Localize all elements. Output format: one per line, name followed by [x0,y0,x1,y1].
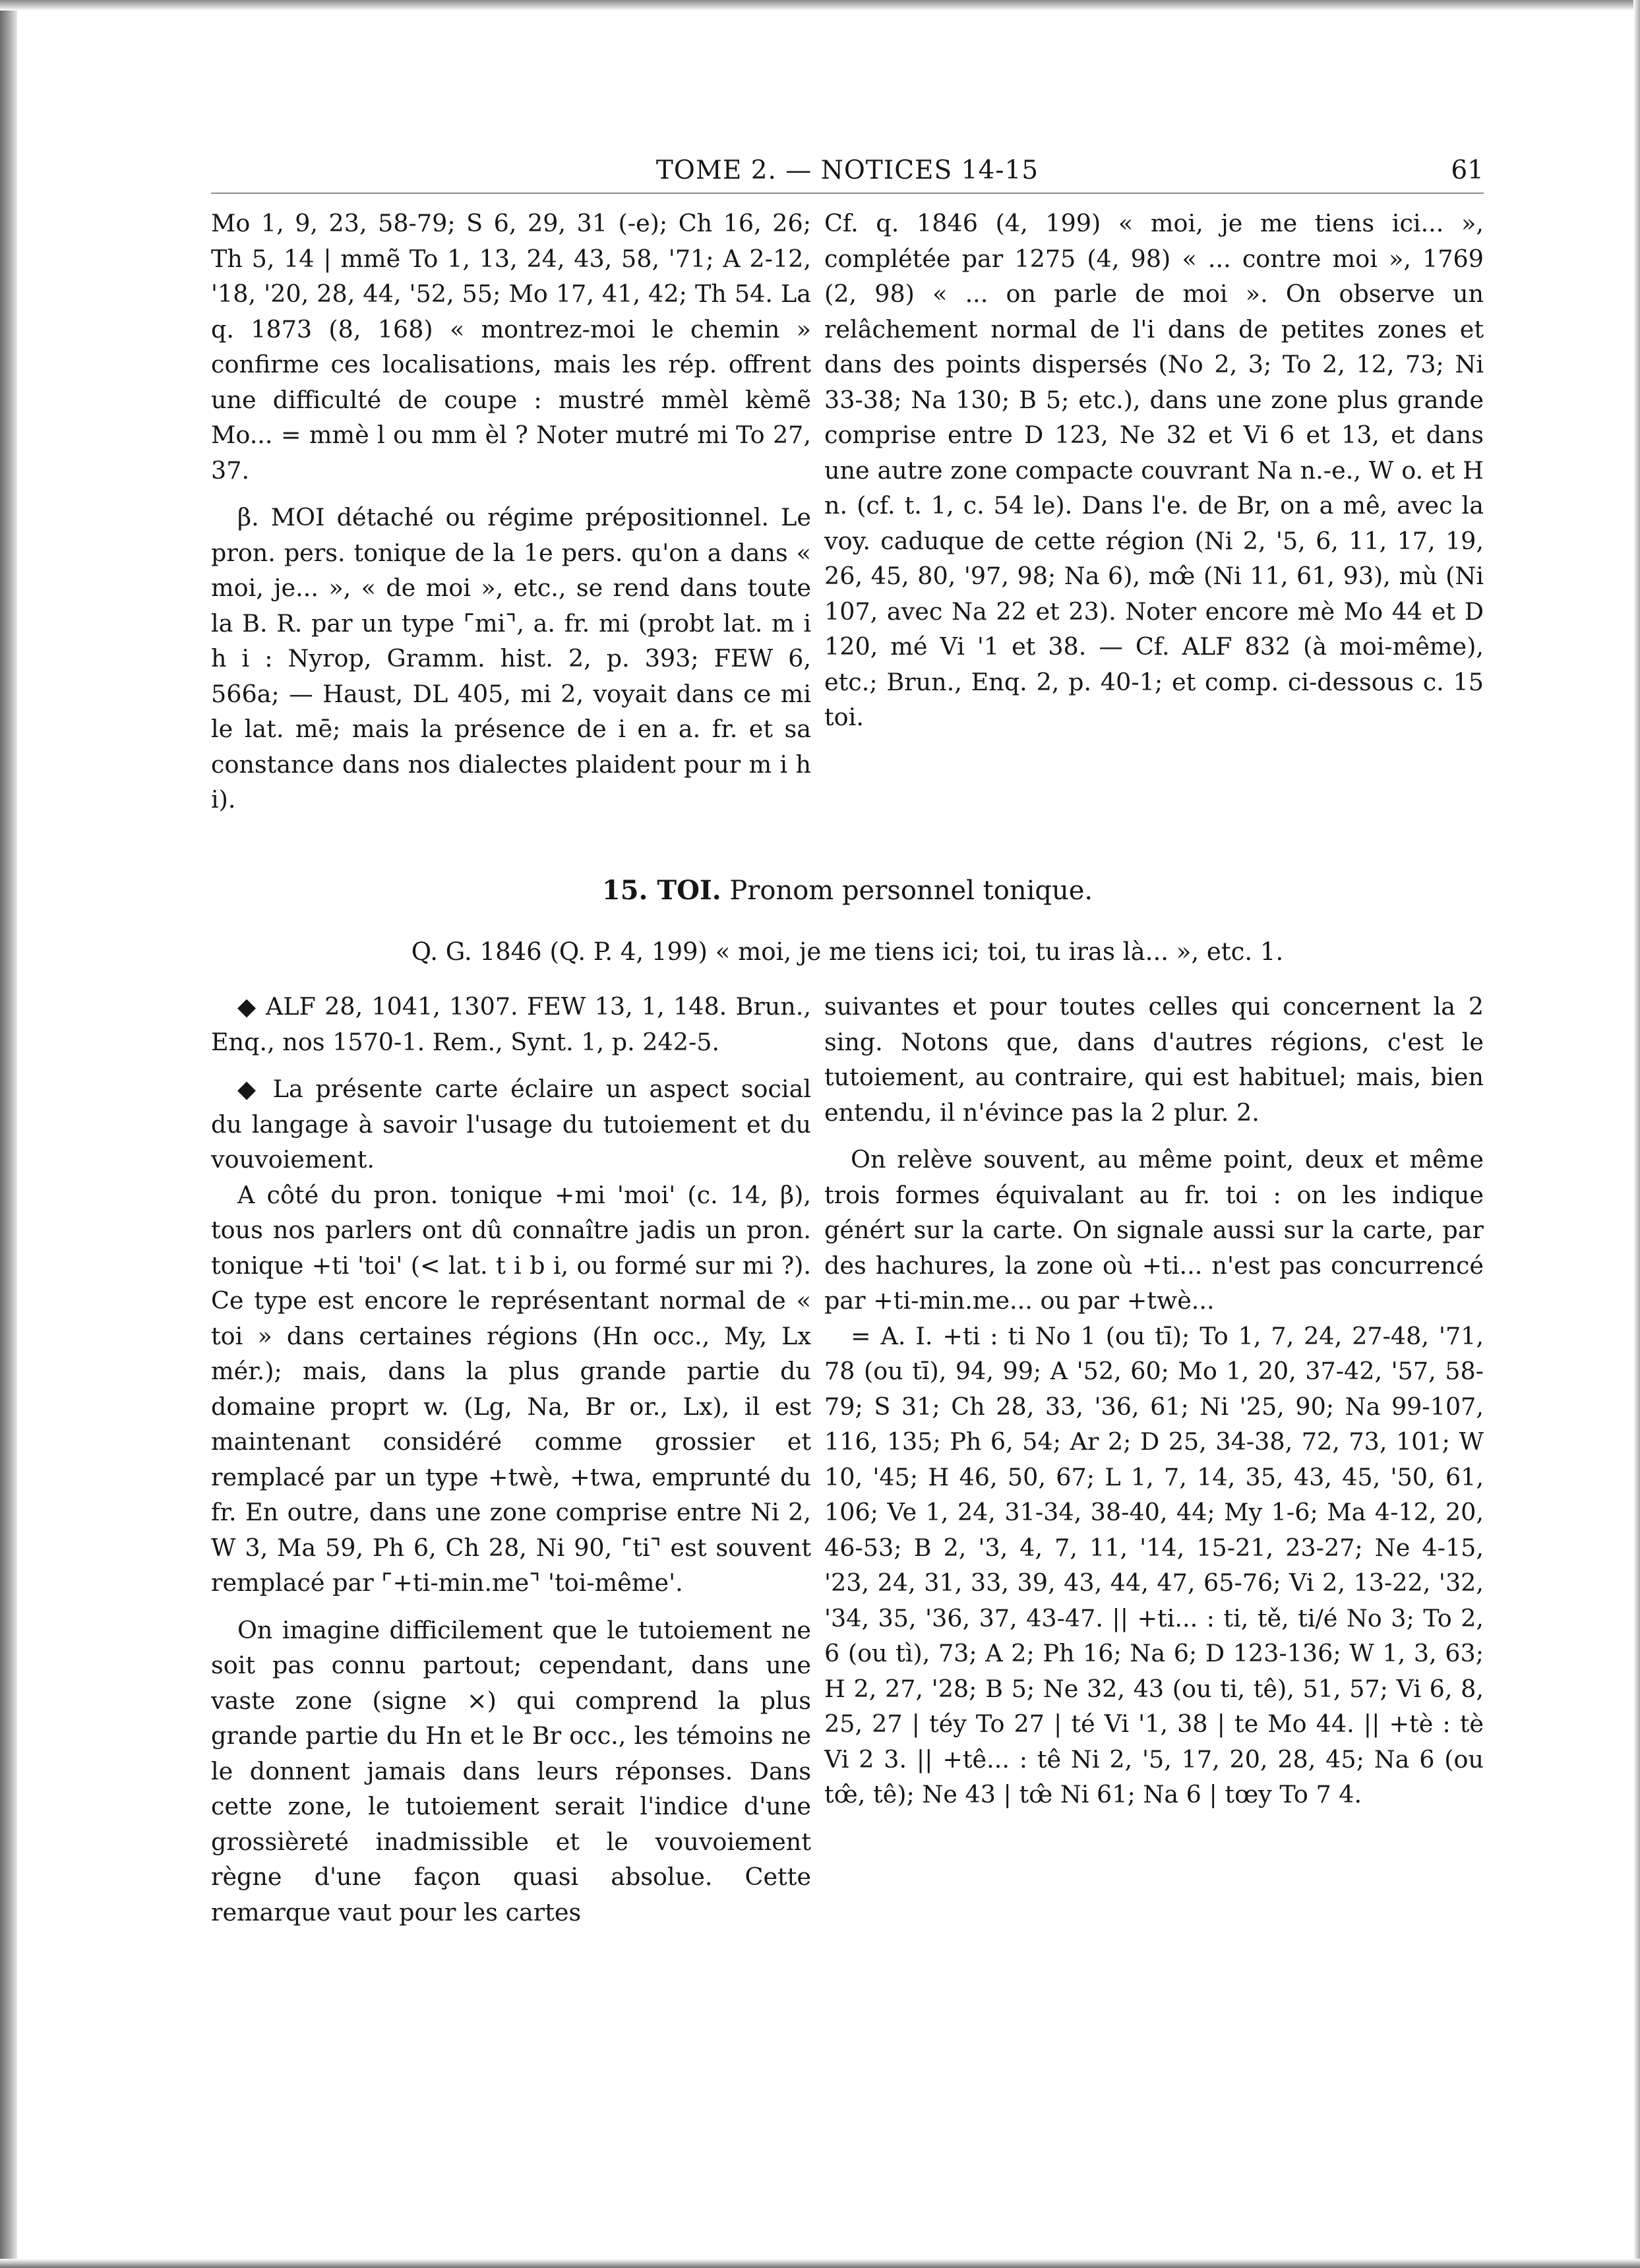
questionnaire-reference: Q. G. 1846 (Q. P. 4, 199) « moi, je me tiens ici; toi, tu iras là... », etc. 1. [411,938,1284,966]
top-left-column [211,206,811,818]
scan-shadow-bottom [0,2259,1640,2268]
scan-shadow-left [0,0,17,2268]
top-right-column [824,206,1484,735]
running-head-title: TOME 2. — NOTICES 14-15 [655,156,1039,185]
bibliography-paragraph: ◆ ALF 28, 1041, 1307. FEW 13, 1, 148. Brun., Enq., nos 1570-1. Rem., Synt. 1, p. 242-5. [211,992,811,1056]
notice-14-beta-paragraph: β. MOI détaché ou régime prépositionnel. Le pron. pers. tonique de la 1e pers. qu'on a dans « moi, je... », « de moi », etc., se rend dans toute la B. R. par un type ⌜mi⌝, a. fr. mi (probt lat. m i h i : Nyrop, Gramm. hist. 2, p. 393; FEW 6, 566a; — Haust, DL 405, mi 2, voyait dans ce mi le lat. mē; mais la présence de i en a. fr. et sa constance dans nos dialectes plaident pour m i h i). [211,503,811,814]
tutoiement-zone-paragraph: On imagine difficilement que le tutoiement ne soit pas connu partout; cependant, dans une vaste zone (signe ×) qui comprend la plus grande partie du Hn et le Br occ., les témoins ne le donnent jamais dans leurs réponses. Dans cette zone, le tutoiement serait l'indice d'une grossièreté inadmissible et le vouvoiement règne d'une façon quasi absolue. Cette remarque vaut pour les cartes [211,1615,811,1926]
section-number-title: 15. TOI. [601,875,721,906]
notice-14-text-paragraph: Mo 1, 9, 23, 58-79; S 6, 29, 31 (-e); Ch 16, 26; Th 5, 14 | mmẽ To 1, 13, 24, 43, 58, '71; A 2-12, '18, '20, 28, 44, '52, 55; Mo 17, 41, 42; Th 54. La q. 1873 (8, 168) « montrez-moi le chemin » confirme ces localisations, mais les rép. offrent une difficulté de coupe : mustré mmèl kèmẽ Mo... = mmè l ou mm èl ? Noter mutré mi To 27, 37. [211,209,811,485]
notice-14-comparison-paragraph: Cf. q. 1846 (4, 199) « moi, je me tiens ici... », complétée par 1275 (4, 98) « ... contre moi », 1769 (2, 98) « ... on parle de moi ». On observe un relâchement normal de l'i dans de petites zones et dans des points dispersés (No 2, 3; To 2, 12, 73; Ni 33-38; Na 130; B 5; etc.), dans une zone plus grande comprise entre D 123, Ne 32 et Vi 6 et 13, et dans une autre zone compacte couvrant Na n.-e., W o. et H n. (cf. t. 1, c. 54 le). Dans l'e. de Br, on a mê, avec la voy. caduque de cette région (Ni 2, '5, 6, 11, 17, 19, 26, 45, 80, '97, 98; Na 6), mœ̂ (Ni 11, 61, 93), mù (Ni 107, avec Na 22 et 23). Noter encore mè Mo 44 et D 120, mé Vi '1 et 38. — Cf. ALF 832 (à moi-même), etc.; Brun., Enq. 2, p. 40-1; et comp. ci-dessous c. 15 toi. [824,209,1484,731]
pronoun-history-paragraph: A côté du pron. tonique +mi 'moi' (c. 14, β), tous nos parlers ont dû connaître jadis un pron. tonique +ti 'toi' (< lat. t i b i, ou formé sur mi ?). Ce type est encore le représentant normal de « toi » dans certaines régions (Hn occ., My, Lx mér.); mais, dans la plus grande partie du domaine proprt w. (Lg, Na, Br or., Lx), il est maintenant considéré comme grossier et remplacé par un type +twè, +twa, emprunté du fr. En outre, dans une zone comprise entre Ni 2, W 3, Ma 59, Ph 6, Ch 28, Ni 90, ⌜ti⌝ est souvent remplacé par ⌜+ti-min.me⌝ 'toi-même'. [211,1180,811,1597]
header-rule [211,193,1484,194]
bottom-right-column [824,989,1484,1812]
scan-shadow-top [0,0,1640,11]
bottom-left-column [211,989,811,1930]
map-notation-paragraph: On relève souvent, au même point, deux et même trois formes équivalant au fr. toi : on les indique génért sur la carte. On signale aussi sur la carte, par des hachures, la zone où +ti... n'est pas concurrencé par +ti-min.me... ou par +twè... [824,1145,1484,1315]
running-head [211,156,1484,195]
regions-continuation-paragraph: suivantes et pour toutes celles qui concernent la 2 sing. Notons que, dans d'autres régions, c'est le tutoiement, au contraire, qui est habituel; mais, bien entendu, il n'évince pas la 2 plur. 2. [824,992,1484,1127]
section-heading [211,875,1484,906]
section-subtitle: Pronom personnel tonique. [729,876,1093,906]
forms-list-paragraph: = A. I. +ti : ti No 1 (ou tī); To 1, 7, 24, 27-48, '71, 78 (ou tī), 94, 99; A '52, 60; Mo 1, 20, 37-42, '57, 58-79; S 31; Ch 28, 33, '36, 61; Ni '25, 90; Na 99-107, 116, 135; Ph 6, 54; Ar 2; D 25, 34-38, 72, 73, 101; W 10, '45; H 46, 50, 67; L 1, 7, 14, 35, 43, 45, '50, 61, 106; Ve 1, 24, 31-34, 38-40, 44; My 1-6; Ma 4-12, 20, 46-53; B 2, '3, 4, 7, 11, '14, 15-21, 23-27; Ne 4-15, '23, 24, 31, 33, 39, 43, 44, 47, 65-76; Vi 2, 13-22, '32, '34, 35, '36, 37, 43-47. || +ti... : ti, tě, ti/é No 3; To 2, 6 (ou tì), 73; A 2; Ph 16; Na 6; D 123-136; W 1, 3, 63; H 2, 27, '28; B 5; Ne 32, 43 (ou ti, tê), 51, 57; Vi 6, 8, 25, 27 | téy To 27 | té Vi '1, 38 | te Mo 44. || +tè : tè Vi 2 3. || +tê... : tê Ni 2, '5, 17, 20, 28, 45; Na 6 (ou tœ̂, tê); Ne 43 | tœ̂ Ni 61; Na 6 | tœy To 7 4. [824,1321,1484,1808]
scan-shadow-right [1633,0,1640,2268]
intro-paragraph: ◆ La présente carte éclaire un aspect social du langage à savoir l'usage du tutoiement et du vouvoiement. [211,1075,811,1174]
page-number: 61 [1451,156,1484,185]
